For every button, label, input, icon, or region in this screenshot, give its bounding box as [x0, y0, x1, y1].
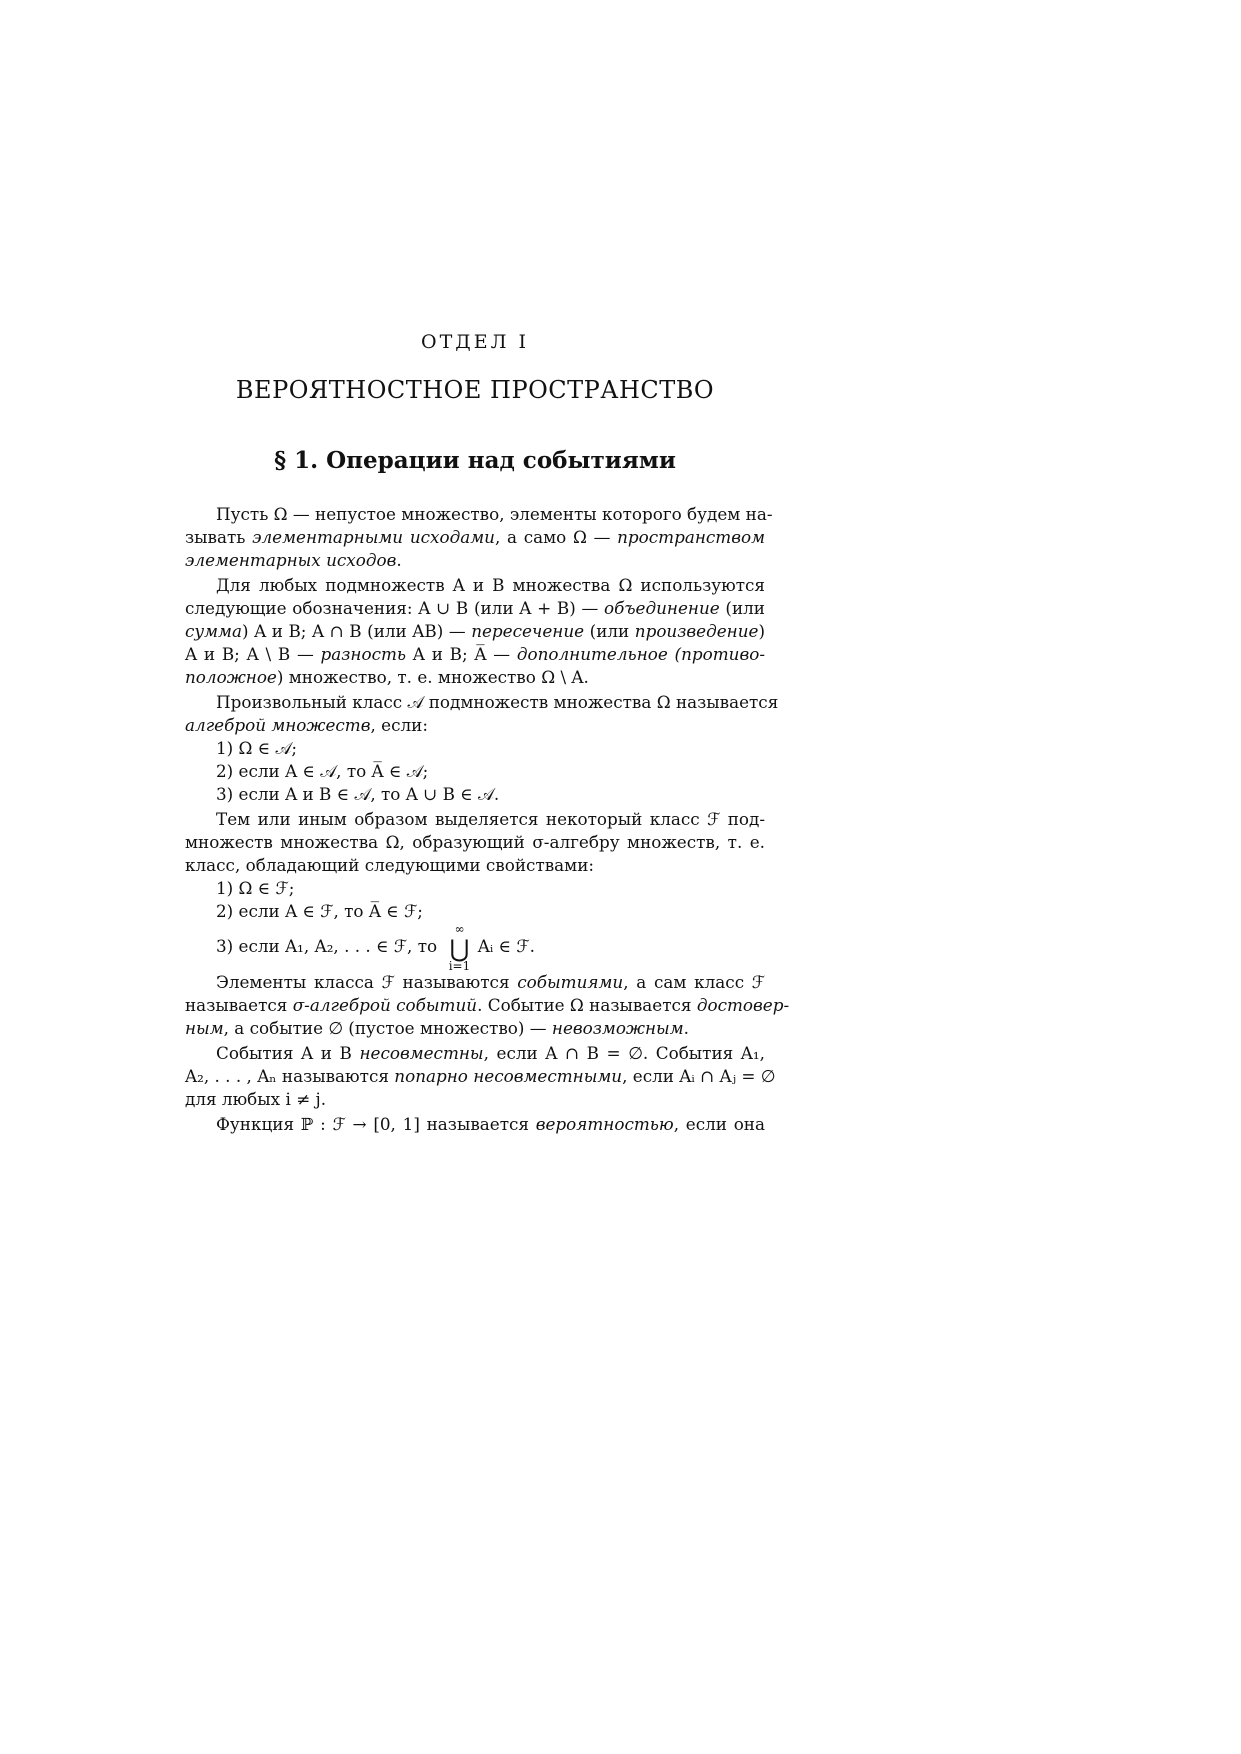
text-line — [185, 666, 765, 689]
text-run: ) A и B; A ∩ B (или AB) — — [241, 621, 472, 641]
italic-term: алгеброй множеств — [185, 715, 371, 735]
italic-term: произведение — [634, 621, 759, 641]
text-run: 2) если A ∈ 𝒜, то A̅ ∈ 𝒜; — [216, 761, 429, 781]
text-run: (или — [719, 598, 765, 618]
text-run: Произвольный класс 𝒜 подмножеств множества Ω называется — [216, 692, 779, 712]
italic-term: σ-алгеброй событий — [292, 995, 478, 1015]
text-run: ) множество, т. е. множество Ω \ A. — [276, 667, 589, 687]
italic-term: ным — [185, 1018, 224, 1038]
italic-term: попарно несовместными — [394, 1066, 623, 1086]
union-symbol: ⋃ — [449, 934, 470, 963]
text-run: следующие обозначения: A ∪ B (или A + B) — — [185, 598, 604, 618]
italic-term: сумма — [185, 621, 242, 641]
italic-term: достовер- — [696, 995, 790, 1015]
italic-term: несовместны — [359, 1043, 484, 1063]
text-run: Элементы класса ℱ называются — [216, 972, 518, 992]
text-line — [185, 831, 765, 854]
text-run: , а само Ω — — [494, 527, 618, 547]
text-run: класс, обладающий следующими свойствами: — [185, 855, 595, 875]
text-line — [185, 503, 773, 526]
list-item — [185, 760, 765, 783]
text-run: Пусть Ω — непустое множество, элементы которого будем на- — [216, 504, 773, 524]
text-line — [185, 574, 765, 597]
union-upper-limit: ∞ — [454, 921, 465, 936]
text-run: называется — [185, 995, 293, 1015]
italic-term: пространством — [617, 527, 765, 547]
list-item — [185, 737, 765, 760]
text-run: (или — [584, 621, 635, 641]
text-line — [185, 808, 765, 831]
text-line — [185, 691, 779, 714]
big-union-operator — [446, 921, 472, 973]
text-run: A и B; A \ B — — [185, 644, 321, 664]
list-item — [185, 900, 765, 923]
body-text — [185, 503, 790, 1136]
text-run: , а событие ∅ (пустое множество) — — [223, 1018, 552, 1038]
text-run: зывать — [185, 527, 253, 547]
list-item — [185, 783, 765, 806]
text-line — [185, 526, 765, 549]
union-lead-text — [216, 936, 437, 956]
text-run: События A и B — [216, 1043, 360, 1063]
text-line — [185, 1065, 776, 1088]
text-line — [185, 1042, 765, 1065]
italic-term: невозможным — [551, 1018, 684, 1038]
list-item-union — [185, 921, 765, 973]
italic-term: вероятностью — [535, 1114, 674, 1134]
italic-term: пересечение — [471, 621, 585, 641]
text-run: . — [396, 550, 402, 570]
text-run: для любых i ≠ j. — [185, 1089, 327, 1109]
text-line — [185, 1017, 765, 1040]
italic-term: разность — [320, 644, 407, 664]
text-run: множеств множества Ω, образующий σ-алгебру множеств, т. е. — [185, 832, 765, 852]
text-run: 3) если A₁, A₂, . . . ∈ ℱ, то — [216, 936, 438, 956]
text-line — [185, 714, 765, 737]
text-run: ) — [758, 621, 766, 641]
text-run: 3) если A и B ∈ 𝒜, то A ∪ B ∈ 𝒜. — [216, 784, 500, 804]
italic-term: положное — [185, 667, 277, 687]
text-line — [185, 620, 765, 643]
text-run: Для любых подмножеств A и B множества Ω используются — [216, 575, 765, 595]
text-run: , если A ∩ B = ∅. События A₁, — [483, 1043, 765, 1063]
text-line — [185, 549, 765, 572]
union-lower-limit: i=1 — [448, 958, 471, 973]
text-run: , если: — [370, 715, 428, 735]
text-run: , а сам класс ℱ — [623, 972, 765, 992]
text-run: 1) Ω ∈ ℱ; — [216, 878, 295, 898]
text-line — [185, 643, 765, 666]
italic-term: событиями — [517, 972, 624, 992]
section-label: ОТДЕЛ I — [421, 331, 529, 353]
italic-term: элементарными исходами — [252, 527, 495, 547]
text-run: 2) если A ∈ ℱ, то A̅ ∈ ℱ; — [216, 901, 423, 921]
text-line — [185, 971, 765, 994]
paragraph-heading: § 1. Операции над событиями — [274, 447, 676, 474]
part-title: ВЕРОЯТНОСТНОЕ ПРОСТРАНСТВО — [235, 376, 715, 404]
list-item — [185, 877, 765, 900]
text-run: A и B; A̅ — — [406, 644, 517, 664]
text-run: 1) Ω ∈ 𝒜; — [216, 738, 298, 758]
text-line — [185, 994, 790, 1017]
text-run: Функция ℙ : ℱ → [0, 1] называется — [216, 1114, 536, 1134]
text-run: . Событие Ω называется — [477, 995, 697, 1015]
italic-term: элементарных исходов — [185, 550, 397, 570]
union-tail: Aᵢ ∈ ℱ. — [477, 936, 535, 956]
text-line — [185, 854, 765, 877]
text-line — [185, 1113, 765, 1136]
text-line — [185, 1088, 765, 1111]
italic-term: объединение — [604, 598, 720, 618]
text-run: Тем или иным образом выделяется некоторый класс ℱ под- — [216, 809, 765, 829]
text-run: , если она — [673, 1114, 765, 1134]
text-line — [185, 597, 765, 620]
italic-term: дополнительное (противо- — [516, 644, 766, 664]
text-run: A₂, . . . , Aₙ называются — [185, 1066, 395, 1086]
text-run: . — [683, 1018, 689, 1038]
text-run: , если Aᵢ ∩ Aⱼ = ∅ — [622, 1066, 776, 1086]
